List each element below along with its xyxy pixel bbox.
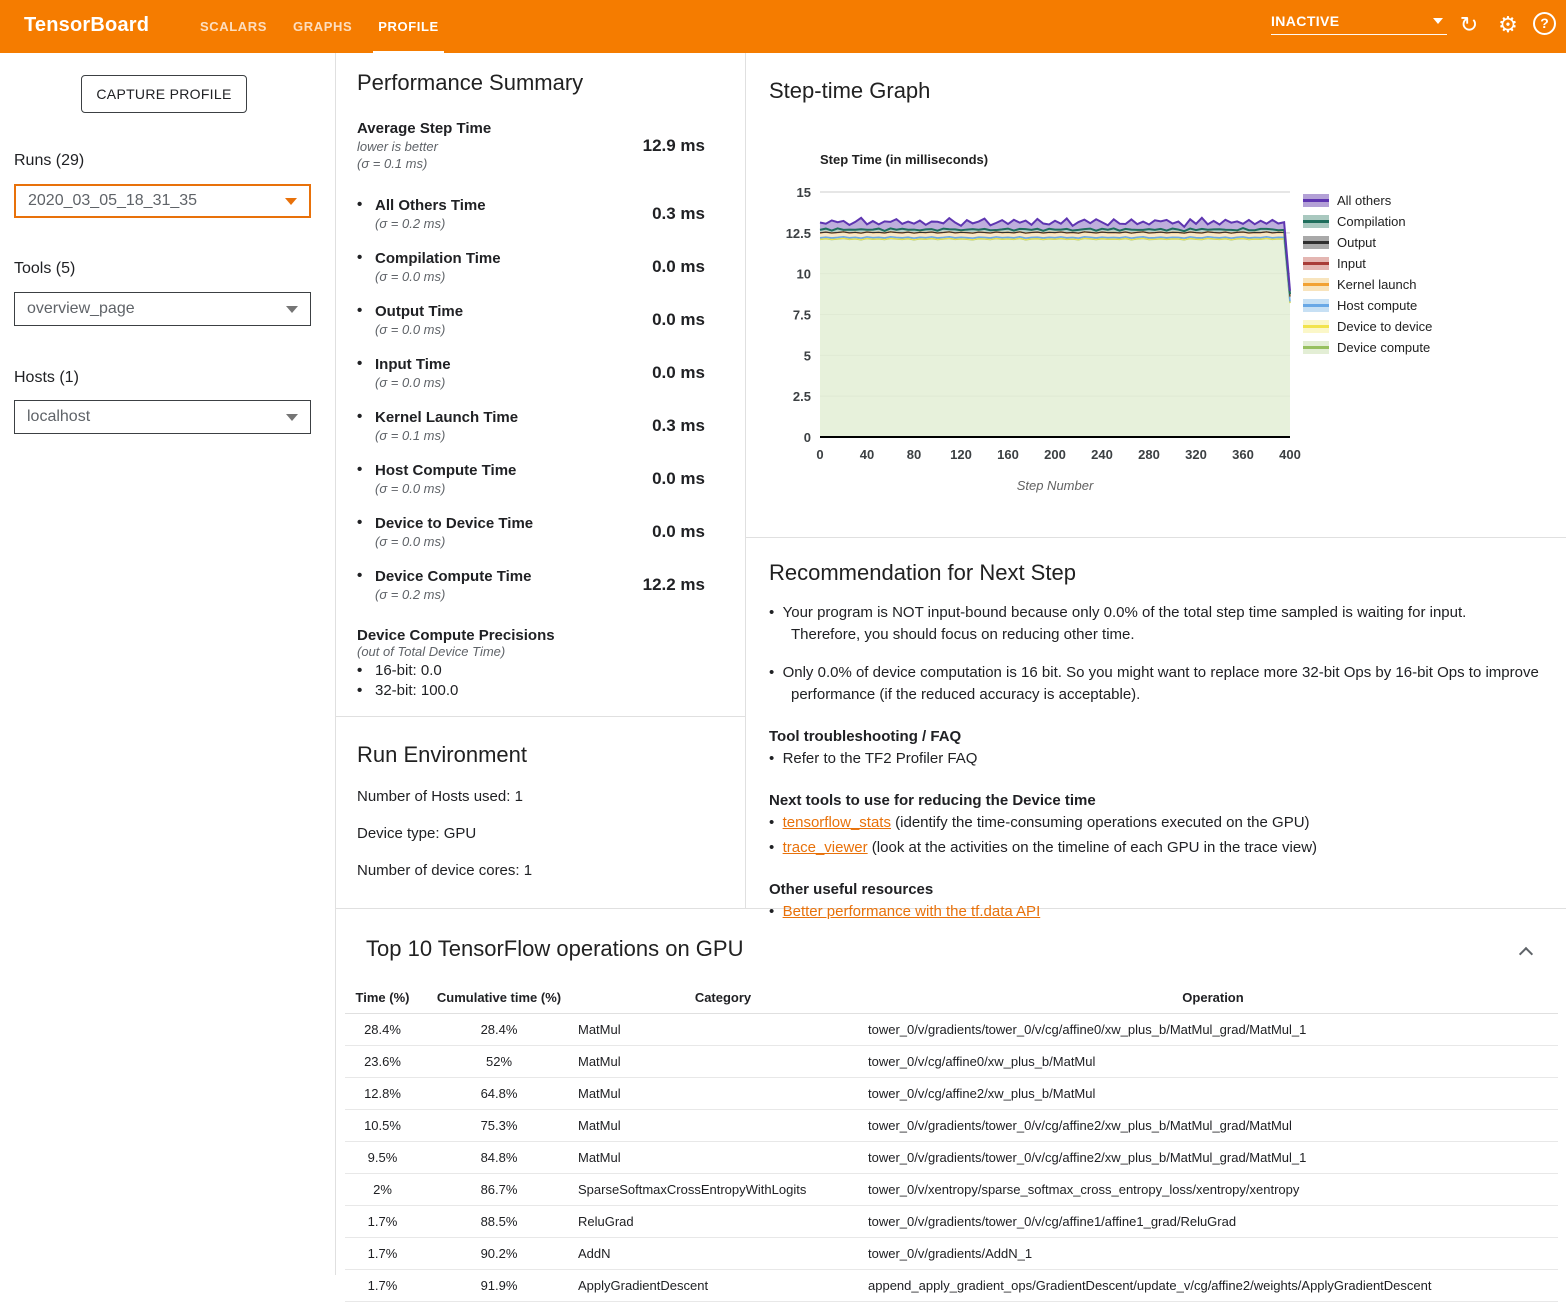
perf-metric: • Output Time (σ = 0.0 ms) 0.0 ms <box>357 302 705 337</box>
tensorflow-stats-link[interactable]: tensorflow_stats <box>782 814 891 831</box>
perf-metric: • Compilation Time (σ = 0.0 ms) 0.0 ms <box>357 249 705 284</box>
table-cell: 75.3% <box>420 1110 578 1142</box>
table-cell: tower_0/v/gradients/tower_0/v/cg/affine2/xw_plus_b/MatMul_grad/MatMul_1 <box>868 1142 1558 1174</box>
metric-label: Average Step Time <box>357 120 492 137</box>
legend-item <box>1303 211 1432 232</box>
svg-text:160: 160 <box>997 447 1019 462</box>
table-row <box>345 1174 1558 1206</box>
legend-label: Host compute <box>1337 298 1418 313</box>
svg-text:320: 320 <box>1185 447 1207 462</box>
table-cell: 28.4% <box>345 1014 420 1046</box>
metric-note: lower is better <box>357 139 438 154</box>
legend-label: All others <box>1337 193 1392 208</box>
chevron-down-icon <box>286 414 298 421</box>
graph-divider <box>746 537 1566 538</box>
precision-16bit: • 16-bit: 0.0 <box>357 662 442 679</box>
table-cell: tower_0/v/cg/affine2/xw_plus_b/MatMul <box>868 1078 1558 1110</box>
top-ops-title: Top 10 TensorFlow operations on GPU <box>366 936 744 961</box>
top-ops-table <box>345 984 1558 1302</box>
table-cell: MatMul <box>578 1078 868 1110</box>
svg-text:Step Number: Step Number <box>1016 478 1094 493</box>
perf-divider <box>335 716 745 717</box>
app-header <box>0 0 1566 53</box>
svg-text:360: 360 <box>1232 447 1254 462</box>
chevron-down-icon <box>286 306 298 313</box>
table-cell: 28.4% <box>420 1014 578 1046</box>
average-step-time <box>357 119 705 172</box>
svg-text:0: 0 <box>803 430 811 445</box>
runs-label: Runs (29) <box>14 152 85 169</box>
svg-text:Step Time (in milliseconds): Step Time (in milliseconds) <box>820 152 989 167</box>
table-cell: 23.6% <box>345 1046 420 1078</box>
performance-summary-card <box>357 70 705 701</box>
svg-text:7.5: 7.5 <box>792 307 811 323</box>
perf-metric: • Device Compute Time (σ = 0.2 ms) 12.2 ms <box>357 567 705 602</box>
sidebar-divider <box>335 53 336 1275</box>
table-row <box>345 1046 1558 1078</box>
tab-graphs[interactable]: GRAPHS <box>293 19 353 34</box>
precisions-subtitle: (out of Total Device Time) <box>357 644 506 659</box>
table-cell: 84.8% <box>420 1142 578 1174</box>
faq-title: Tool troubleshooting / FAQ <box>769 728 962 745</box>
table-cell: 2% <box>345 1174 420 1206</box>
table-cell: 12.8% <box>345 1078 420 1110</box>
svg-text:0: 0 <box>816 447 824 462</box>
perf-metric: • Device to Device Time (σ = 0.0 ms) 0.0 ms <box>357 514 705 549</box>
legend-label: Compilation <box>1337 214 1406 229</box>
precisions-title: Device Compute Precisions <box>357 627 555 644</box>
tools-label: Tools (5) <box>14 260 76 277</box>
table-cell: tower_0/v/gradients/tower_0/v/cg/affine1/affine1_grad/ReluGrad <box>868 1206 1558 1238</box>
table-cell: MatMul <box>578 1142 868 1174</box>
svg-text:5: 5 <box>803 348 811 364</box>
table-row <box>345 1014 1558 1046</box>
runs-select[interactable] <box>14 184 311 218</box>
svg-text:12.5: 12.5 <box>785 225 811 241</box>
table-row <box>345 1110 1558 1142</box>
hosts-select-value: localhost <box>27 408 91 425</box>
precision-32bit: • 32-bit: 100.0 <box>357 682 459 699</box>
runs-select-value: 2020_03_05_18_31_35 <box>28 192 198 209</box>
table-cell: ApplyGradientDescent <box>578 1270 868 1302</box>
table-row <box>345 1206 1558 1238</box>
svg-text:15: 15 <box>796 185 811 200</box>
table-row <box>345 1270 1558 1302</box>
hosts-select[interactable] <box>14 400 311 434</box>
table-cell: tower_0/v/gradients/tower_0/v/cg/affine0/xw_plus_b/MatMul_grad/MatMul_1 <box>868 1014 1558 1046</box>
table-cell: tower_0/v/gradients/tower_0/v/cg/affine2/xw_plus_b/MatMul_grad/MatMul <box>868 1110 1558 1142</box>
svg-text:400: 400 <box>1279 447 1301 462</box>
help-icon[interactable]: ? <box>1533 12 1556 35</box>
perf-metric: • Kernel Launch Time (σ = 0.1 ms) 0.3 ms <box>357 408 705 443</box>
run-environment-card <box>357 742 717 879</box>
legend-item <box>1303 274 1432 295</box>
chart-legend <box>1303 190 1432 358</box>
next-tools-title: Next tools to use for reducing the Device time <box>769 792 1096 809</box>
other-resources-title: Other useful resources <box>769 881 934 898</box>
legend-swatch-icon <box>1303 341 1329 354</box>
legend-swatch-icon <box>1303 299 1329 312</box>
table-cell: 1.7% <box>345 1206 420 1238</box>
tools-select[interactable] <box>14 292 311 326</box>
device-type-line: Device type: GPU <box>357 825 477 842</box>
nav-tabs <box>187 0 452 53</box>
legend-item <box>1303 337 1432 358</box>
device-cores-line: Number of device cores: 1 <box>357 862 533 879</box>
resource-item: • Better performance with the tf.data API <box>769 903 1041 920</box>
metric-value: 12.9 ms <box>642 135 705 155</box>
legend-swatch-icon <box>1303 236 1329 249</box>
legend-label: Device compute <box>1337 340 1431 355</box>
table-cell: MatMul <box>578 1014 868 1046</box>
perf-metric: • Host Compute Time (σ = 0.0 ms) 0.0 ms <box>357 461 705 496</box>
performance-summary-title: Performance Summary <box>357 70 584 95</box>
tool-item: • tensorflow_stats (identify the time-consuming operations executed on the GPU) <box>769 814 1310 831</box>
col-category: Category <box>578 984 868 1014</box>
table-cell: 88.5% <box>420 1206 578 1238</box>
chevron-down-icon <box>1433 18 1443 24</box>
recommendation-card <box>769 560 1539 923</box>
perf-metric: • All Others Time (σ = 0.2 ms) 0.3 ms <box>357 196 705 231</box>
legend-swatch-icon <box>1303 257 1329 270</box>
tab-profile[interactable]: PROFILE <box>365 0 452 53</box>
legend-label: Input <box>1337 256 1366 271</box>
tool-item: • trace_viewer (look at the activities on the timeline of each GPU in the trace view) <box>769 839 1318 856</box>
legend-item <box>1303 232 1432 253</box>
refresh-icon[interactable]: ↻ <box>1459 12 1479 37</box>
svg-text:2.5: 2.5 <box>792 389 811 405</box>
legend-item <box>1303 190 1432 211</box>
app-logo: TensorBoard <box>24 14 150 36</box>
tab-scalars[interactable]: SCALARS <box>200 19 268 34</box>
step-time-chart <box>778 148 1318 498</box>
svg-text:280: 280 <box>1138 447 1160 462</box>
legend-item <box>1303 295 1432 316</box>
status-select-value: INACTIVE <box>1271 12 1340 29</box>
run-environment-title: Run Environment <box>357 742 527 767</box>
collapse-icon[interactable] <box>1520 946 1532 958</box>
legend-swatch-icon <box>1303 278 1329 291</box>
metric-sigma: (σ = 0.1 ms) <box>357 156 428 171</box>
table-cell: 86.7% <box>420 1174 578 1206</box>
svg-text:240: 240 <box>1091 447 1113 462</box>
table-cell: 52% <box>420 1046 578 1078</box>
legend-label: Device to device <box>1337 319 1433 334</box>
legend-label: Output <box>1337 235 1377 250</box>
recommendation-title: Recommendation for Next Step <box>769 560 1076 585</box>
table-cell: 1.7% <box>345 1270 420 1302</box>
table-cell: tower_0/v/gradients/AddN_1 <box>868 1238 1558 1270</box>
legend-swatch-icon <box>1303 194 1329 207</box>
status-select[interactable] <box>1271 7 1447 35</box>
table-cell: ReluGrad <box>578 1206 868 1238</box>
table-cell: tower_0/v/cg/affine0/xw_plus_b/MatMul <box>868 1046 1558 1078</box>
svg-text:10: 10 <box>796 266 811 282</box>
table-cell: MatMul <box>578 1110 868 1142</box>
col-cumulative: Cumulative time (%) <box>420 984 578 1014</box>
table-cell: append_apply_gradient_ops/GradientDescent/update_v/cg/affine2/weights/ApplyGradientDescent <box>868 1270 1558 1302</box>
col-time: Time (%) <box>345 984 420 1014</box>
table-cell: 64.8% <box>420 1078 578 1110</box>
legend-swatch-icon <box>1303 215 1329 228</box>
legend-item <box>1303 316 1432 337</box>
tools-select-value: overview_page <box>27 300 135 317</box>
table-cell: 10.5% <box>345 1110 420 1142</box>
table-row <box>345 1238 1558 1270</box>
column-divider <box>745 53 746 908</box>
hosts-label: Hosts (1) <box>14 369 79 386</box>
table-cell: tower_0/v/xentropy/sparse_softmax_cross_entropy_loss/xentropy/xentropy <box>868 1174 1558 1206</box>
faq-item: • Refer to the TF2 Profiler FAQ <box>769 750 978 767</box>
svg-text:120: 120 <box>950 447 972 462</box>
table-row <box>345 1078 1558 1110</box>
table-cell: SparseSoftmaxCrossEntropyWithLogits <box>578 1174 868 1206</box>
table-cell: 9.5% <box>345 1142 420 1174</box>
legend-item <box>1303 253 1432 274</box>
table-cell: 90.2% <box>420 1238 578 1270</box>
tfdata-performance-link[interactable]: Better performance with the tf.data API <box>782 903 1041 920</box>
table-cell: MatMul <box>578 1046 868 1078</box>
svg-text:200: 200 <box>1044 447 1066 462</box>
step-time-graph-title: Step-time Graph <box>769 78 931 103</box>
capture-profile-button[interactable]: CAPTURE PROFILE <box>81 75 247 113</box>
perf-metric: • Input Time (σ = 0.0 ms) 0.0 ms <box>357 355 705 390</box>
table-header-row <box>345 984 1558 1014</box>
table-row <box>345 1142 1558 1174</box>
legend-swatch-icon <box>1303 320 1329 333</box>
col-operation: Operation <box>868 984 1558 1014</box>
legend-label: Kernel launch <box>1337 277 1417 292</box>
recommendation-bullet: • Only 0.0% of device computation is 16 bit. So you might want to replace more 32-bit Ops by 16-bit Ops to improve performance (if the reduced accuracy is acceptable). <box>769 664 1539 703</box>
hosts-used-line: Number of Hosts used: 1 <box>357 788 523 805</box>
svg-text:80: 80 <box>906 447 922 462</box>
table-cell: 1.7% <box>345 1238 420 1270</box>
svg-text:40: 40 <box>859 447 875 462</box>
table-cell: AddN <box>578 1238 868 1270</box>
gear-icon[interactable]: ⚙ <box>1498 12 1518 37</box>
table-cell: 91.9% <box>420 1270 578 1302</box>
chevron-down-icon <box>285 198 297 205</box>
recommendation-bullet: • Your program is NOT input-bound because only 0.0% of the total step time sampled is waiting for input. Therefore, you should focus on reducing other time. <box>769 604 1467 643</box>
trace-viewer-link[interactable]: trace_viewer <box>782 839 868 856</box>
